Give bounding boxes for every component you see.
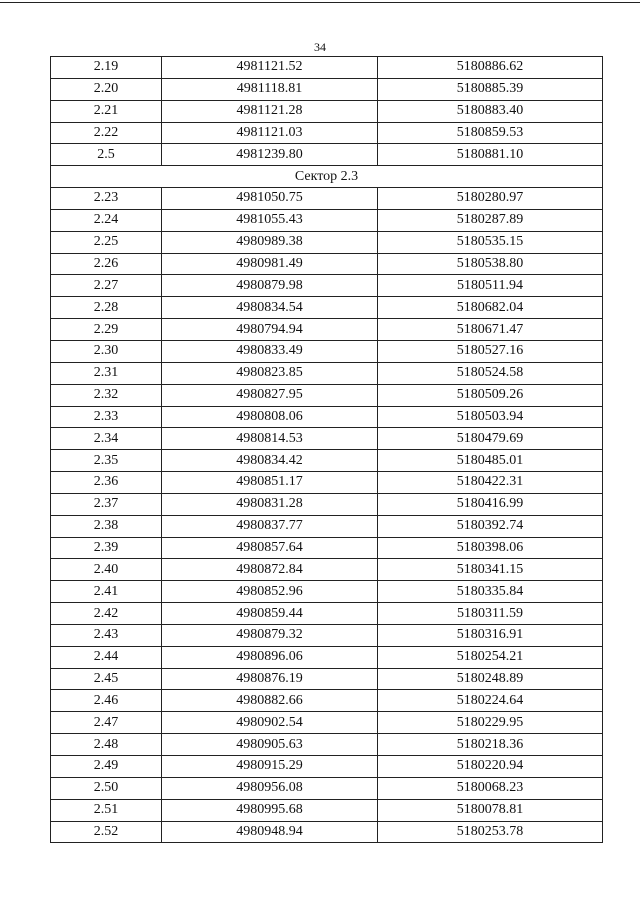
table-row	[51, 515, 603, 537]
y-coordinate-cell: 5180535.15	[378, 231, 603, 253]
point-number-cell: 2.5	[51, 144, 162, 166]
x-coordinate-cell: 4980882.66	[162, 690, 378, 712]
table-row	[51, 209, 603, 231]
point-number-cell: 2.24	[51, 209, 162, 231]
table-row	[51, 362, 603, 384]
point-number-cell: 2.25	[51, 231, 162, 253]
point-number-cell: 2.34	[51, 428, 162, 450]
table-row	[51, 581, 603, 603]
point-number-cell: 2.39	[51, 537, 162, 559]
y-coordinate-cell: 5180485.01	[378, 450, 603, 472]
y-coordinate-cell: 5180316.91	[378, 624, 603, 646]
y-coordinate-cell: 5180341.15	[378, 559, 603, 581]
x-coordinate-cell: 4981121.28	[162, 100, 378, 122]
table-row	[51, 188, 603, 210]
point-number-cell: 2.44	[51, 646, 162, 668]
x-coordinate-cell: 4980915.29	[162, 756, 378, 778]
y-coordinate-cell: 5180229.95	[378, 712, 603, 734]
point-number-cell: 2.28	[51, 297, 162, 319]
y-coordinate-cell: 5180524.58	[378, 362, 603, 384]
table-row	[51, 384, 603, 406]
x-coordinate-cell: 4980794.94	[162, 319, 378, 341]
point-number-cell: 2.41	[51, 581, 162, 603]
table-row	[51, 712, 603, 734]
x-coordinate-cell: 4980872.84	[162, 559, 378, 581]
x-coordinate-cell: 4980851.17	[162, 472, 378, 494]
y-coordinate-cell: 5180078.81	[378, 799, 603, 821]
x-coordinate-cell: 4980852.96	[162, 581, 378, 603]
y-coordinate-cell: 5180280.97	[378, 188, 603, 210]
table-row	[51, 231, 603, 253]
point-number-cell: 2.37	[51, 493, 162, 515]
x-coordinate-cell: 4980823.85	[162, 362, 378, 384]
coordinates-table	[50, 56, 603, 843]
table-body-top	[51, 57, 603, 166]
y-coordinate-cell: 5180335.84	[378, 581, 603, 603]
table-row	[51, 668, 603, 690]
x-coordinate-cell: 4980834.54	[162, 297, 378, 319]
y-coordinate-cell: 5180859.53	[378, 122, 603, 144]
x-coordinate-cell: 4980831.28	[162, 493, 378, 515]
point-number-cell: 2.52	[51, 821, 162, 843]
table-row	[51, 78, 603, 100]
point-number-cell: 2.51	[51, 799, 162, 821]
x-coordinate-cell: 4980857.64	[162, 537, 378, 559]
point-number-cell: 2.26	[51, 253, 162, 275]
table-row	[51, 472, 603, 494]
sector-label: Сектор 2.3	[51, 166, 603, 188]
x-coordinate-cell: 4980834.42	[162, 450, 378, 472]
x-coordinate-cell: 4980905.63	[162, 734, 378, 756]
point-number-cell: 2.21	[51, 100, 162, 122]
y-coordinate-cell: 5180671.47	[378, 319, 603, 341]
point-number-cell: 2.38	[51, 515, 162, 537]
table-row	[51, 100, 603, 122]
point-number-cell: 2.30	[51, 340, 162, 362]
point-number-cell: 2.20	[51, 78, 162, 100]
point-number-cell: 2.40	[51, 559, 162, 581]
y-coordinate-cell: 5180503.94	[378, 406, 603, 428]
sector-header-row	[51, 166, 603, 188]
point-number-cell: 2.36	[51, 472, 162, 494]
point-number-cell: 2.46	[51, 690, 162, 712]
table-row	[51, 646, 603, 668]
table-row	[51, 537, 603, 559]
table-row	[51, 799, 603, 821]
y-coordinate-cell: 5180287.89	[378, 209, 603, 231]
x-coordinate-cell: 4980814.53	[162, 428, 378, 450]
x-coordinate-cell: 4981050.75	[162, 188, 378, 210]
table-row	[51, 603, 603, 625]
point-number-cell: 2.47	[51, 712, 162, 734]
x-coordinate-cell: 4980956.08	[162, 777, 378, 799]
table-row	[51, 493, 603, 515]
table-row	[51, 559, 603, 581]
y-coordinate-cell: 5180248.89	[378, 668, 603, 690]
x-coordinate-cell: 4980995.68	[162, 799, 378, 821]
y-coordinate-cell: 5180509.26	[378, 384, 603, 406]
y-coordinate-cell: 5180886.62	[378, 57, 603, 79]
table-row	[51, 253, 603, 275]
point-number-cell: 2.32	[51, 384, 162, 406]
point-number-cell: 2.23	[51, 188, 162, 210]
x-coordinate-cell: 4980902.54	[162, 712, 378, 734]
table-row	[51, 756, 603, 778]
page-number: 34	[314, 40, 326, 54]
y-coordinate-cell: 5180682.04	[378, 297, 603, 319]
x-coordinate-cell: 4981118.81	[162, 78, 378, 100]
point-number-cell: 2.27	[51, 275, 162, 297]
x-coordinate-cell: 4980833.49	[162, 340, 378, 362]
y-coordinate-cell: 5180311.59	[378, 603, 603, 625]
table-row	[51, 340, 603, 362]
y-coordinate-cell: 5180422.31	[378, 472, 603, 494]
y-coordinate-cell: 5180538.80	[378, 253, 603, 275]
table-row	[51, 319, 603, 341]
y-coordinate-cell: 5180883.40	[378, 100, 603, 122]
x-coordinate-cell: 4980827.95	[162, 384, 378, 406]
x-coordinate-cell: 4981239.80	[162, 144, 378, 166]
point-number-cell: 2.50	[51, 777, 162, 799]
table-row	[51, 450, 603, 472]
table-row	[51, 122, 603, 144]
table-row	[51, 275, 603, 297]
point-number-cell: 2.31	[51, 362, 162, 384]
y-coordinate-cell: 5180218.36	[378, 734, 603, 756]
point-number-cell: 2.48	[51, 734, 162, 756]
point-number-cell: 2.33	[51, 406, 162, 428]
x-coordinate-cell: 4980876.19	[162, 668, 378, 690]
point-number-cell: 2.45	[51, 668, 162, 690]
table-row	[51, 821, 603, 843]
table-row	[51, 428, 603, 450]
x-coordinate-cell: 4981121.03	[162, 122, 378, 144]
table-row	[51, 144, 603, 166]
y-coordinate-cell: 5180479.69	[378, 428, 603, 450]
x-coordinate-cell: 4980837.77	[162, 515, 378, 537]
point-number-cell: 2.29	[51, 319, 162, 341]
y-coordinate-cell: 5180220.94	[378, 756, 603, 778]
x-coordinate-cell: 4981055.43	[162, 209, 378, 231]
x-coordinate-cell: 4980948.94	[162, 821, 378, 843]
table-row	[51, 690, 603, 712]
x-coordinate-cell: 4980981.49	[162, 253, 378, 275]
table-row	[51, 624, 603, 646]
y-coordinate-cell: 5180254.21	[378, 646, 603, 668]
y-coordinate-cell: 5180068.23	[378, 777, 603, 799]
table-row	[51, 777, 603, 799]
point-number-cell: 2.19	[51, 57, 162, 79]
x-coordinate-cell: 4980859.44	[162, 603, 378, 625]
y-coordinate-cell: 5180253.78	[378, 821, 603, 843]
y-coordinate-cell: 5180398.06	[378, 537, 603, 559]
y-coordinate-cell: 5180885.39	[378, 78, 603, 100]
x-coordinate-cell: 4980879.32	[162, 624, 378, 646]
table-row	[51, 406, 603, 428]
x-coordinate-cell: 4980879.98	[162, 275, 378, 297]
point-number-cell: 2.42	[51, 603, 162, 625]
point-number-cell: 2.43	[51, 624, 162, 646]
table-body-bottom	[51, 188, 603, 843]
table-body-sector	[51, 166, 603, 188]
point-number-cell: 2.22	[51, 122, 162, 144]
table-row	[51, 297, 603, 319]
x-coordinate-cell: 4981121.52	[162, 57, 378, 79]
table-row	[51, 57, 603, 79]
x-coordinate-cell: 4980808.06	[162, 406, 378, 428]
y-coordinate-cell: 5180224.64	[378, 690, 603, 712]
x-coordinate-cell: 4980896.06	[162, 646, 378, 668]
y-coordinate-cell: 5180392.74	[378, 515, 603, 537]
point-number-cell: 2.49	[51, 756, 162, 778]
table-row	[51, 734, 603, 756]
top-border-line	[0, 2, 640, 3]
y-coordinate-cell: 5180881.10	[378, 144, 603, 166]
point-number-cell: 2.35	[51, 450, 162, 472]
y-coordinate-cell: 5180416.99	[378, 493, 603, 515]
y-coordinate-cell: 5180511.94	[378, 275, 603, 297]
x-coordinate-cell: 4980989.38	[162, 231, 378, 253]
y-coordinate-cell: 5180527.16	[378, 340, 603, 362]
